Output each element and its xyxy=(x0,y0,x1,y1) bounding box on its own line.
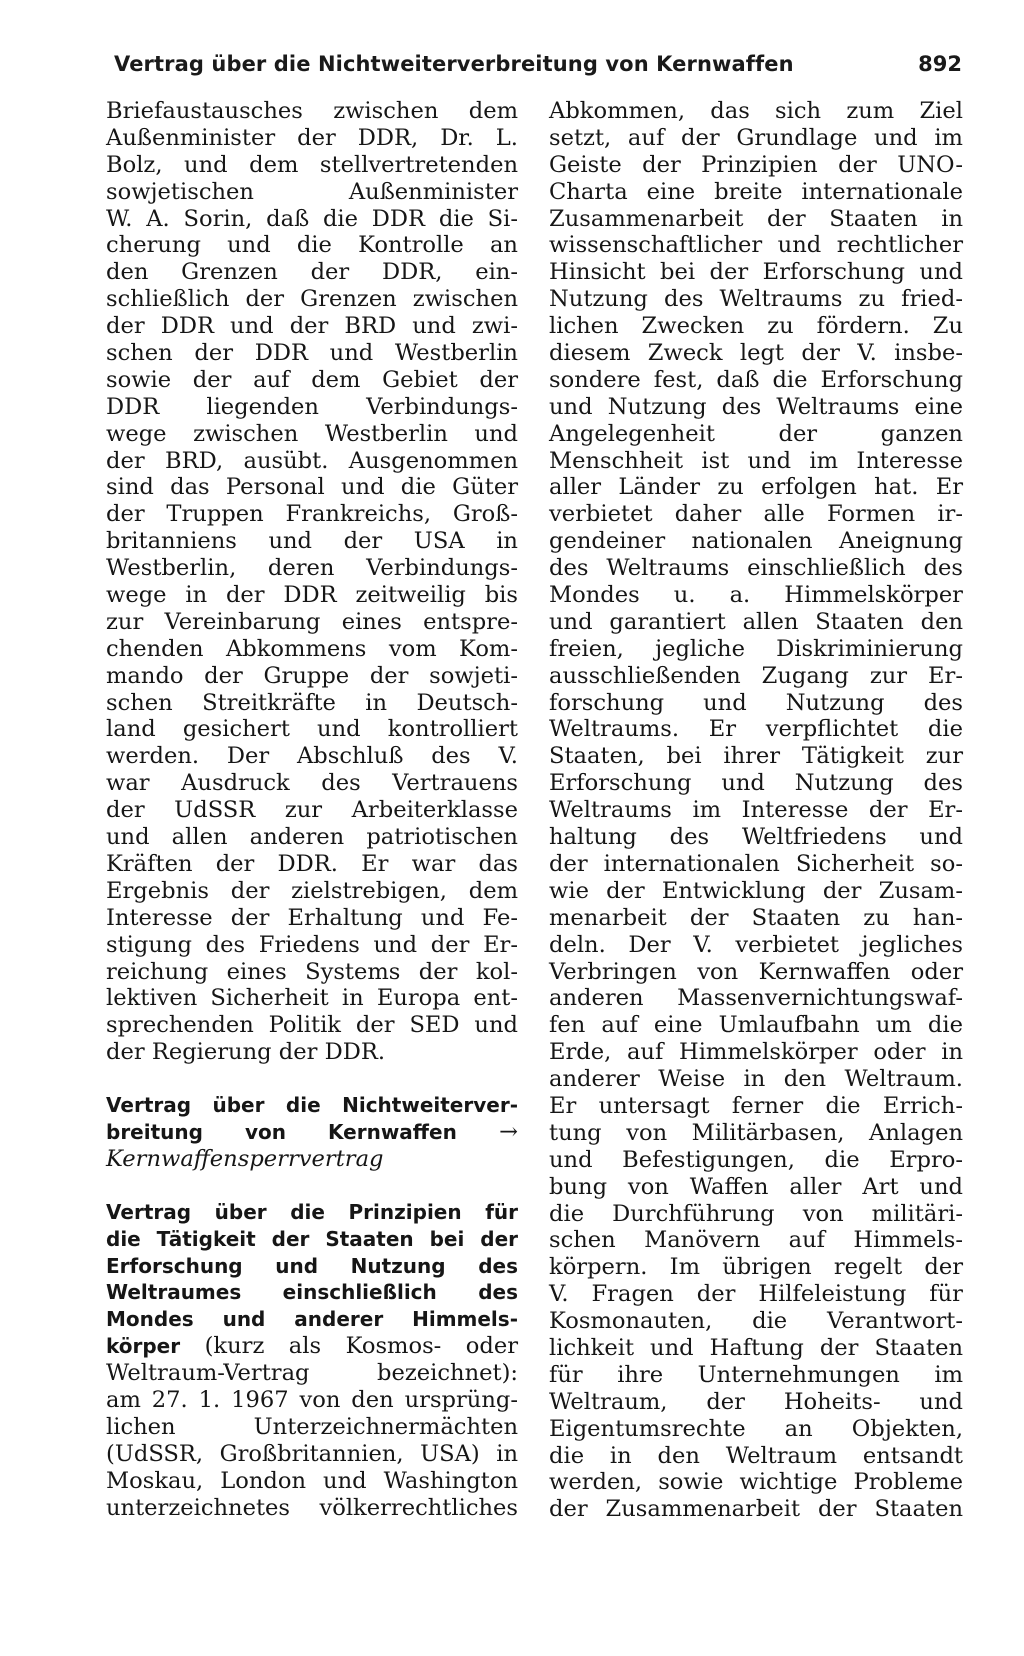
text-line: schen der DDR und Westberlin xyxy=(106,340,518,367)
text-line: schen Streitkräfte in Deutsch- xyxy=(106,689,518,716)
text-line: des Weltraums einschließlich des xyxy=(549,555,963,582)
text-line: Geiste der Prinzipien der UNO- xyxy=(549,151,963,178)
entry-heading-line: Mondes und anderer Himmels- xyxy=(106,1307,518,1332)
text-line: der internationalen Sicherheit so- xyxy=(549,850,963,877)
text-line: Weltraum-Vertrag bezeichnet): xyxy=(106,1360,518,1387)
text-line: Verbringen von Kernwaffen oder xyxy=(549,958,963,985)
page-number: 892 xyxy=(918,52,962,76)
text-line: verbietet daher alle Formen ir- xyxy=(549,501,963,528)
reference-arrow-icon: → xyxy=(499,1118,518,1145)
text-line: unterzeichnetes völkerrechtliches xyxy=(106,1494,518,1521)
text-line: schen Manövern auf Himmels- xyxy=(549,1227,963,1254)
text-line: ausschließenden Zugang zur Er- xyxy=(549,662,963,689)
text-line: Briefaustausches zwischen dem xyxy=(106,98,518,124)
entry-heading-line: Vertrag über die Prinzipien für xyxy=(106,1199,518,1224)
text-line: tung von Militärbasen, Anlagen xyxy=(549,1119,963,1146)
text-line: Menschheit ist und im Interesse xyxy=(549,447,963,474)
text-line: V. Fragen der Hilfeleistung für xyxy=(549,1281,963,1308)
running-header-title: Vertrag über die Nichtweiterverbreitung von Kernwaffen xyxy=(114,52,794,76)
text-line: anderer Weise in den Weltraum. xyxy=(549,1066,963,1093)
text-line: Interesse der Erhaltung und Fe- xyxy=(106,904,518,931)
text-line: anderen Massenvernichtungswaf- xyxy=(549,985,963,1012)
text-line: Mondes u. a. Himmelskörper xyxy=(549,582,963,609)
text-line: bung von Waffen aller Art und xyxy=(549,1173,963,1200)
entry-heading-line: Weltraumes einschließlich des xyxy=(106,1280,518,1305)
text-line: Ergebnis der zielstrebigen, dem xyxy=(106,877,518,904)
text-line: Charta eine breite internationale xyxy=(549,178,963,205)
text-line: land gesichert und kontrolliert xyxy=(106,716,518,743)
text-line: cherung und die Kontrolle an xyxy=(106,232,518,259)
text-line: und allen anderen patriotischen xyxy=(106,824,518,851)
text-line: deln. Der V. verbietet jegliches xyxy=(549,931,963,958)
text-line: und Befestigungen, die Erpro- xyxy=(549,1146,963,1173)
text-line: zur Vereinbarung eines entspre- xyxy=(106,608,518,635)
cross-reference-entry xyxy=(106,1092,518,1173)
text-line: Zusammenarbeit der Staaten in xyxy=(549,205,963,232)
text-line: schließlich der Grenzen zwischen xyxy=(106,286,518,313)
text-line: lichen Unterzeichnermächten xyxy=(106,1413,518,1440)
text-line: wege zwischen Westberlin und xyxy=(106,420,518,447)
entry-heading-line: Vertrag über die Nichtweiterver- xyxy=(106,1093,518,1118)
text-line: chenden Abkommens vom Kom- xyxy=(106,635,518,662)
text-line: Westberlin, deren Verbindungs- xyxy=(106,555,518,582)
entry-heading-line xyxy=(106,1119,518,1146)
entry-heading-line: Erforschung und Nutzung des xyxy=(106,1253,518,1278)
entry-heading-tail: körper xyxy=(106,1334,181,1359)
text-line: lichkeit und Haftung der Staaten xyxy=(549,1334,963,1361)
text-line: wissenschaftlicher und rechtlicher xyxy=(549,232,963,259)
text-line: die Durchführung von militäri- xyxy=(549,1200,963,1227)
text-line: für ihre Unternehmungen im xyxy=(549,1361,963,1388)
text-line: und garantiert allen Staaten den xyxy=(549,608,963,635)
text-line: Kräften der DDR. Er war das xyxy=(106,850,518,877)
text-line: die in den Weltraum entsandt xyxy=(549,1442,963,1469)
text-line: Weltraums. Er verpflichtet die xyxy=(549,716,963,743)
text-line: aller Länder zu erfolgen hat. Er xyxy=(549,474,963,501)
text-line: der DDR und der BRD und zwi- xyxy=(106,313,518,340)
text-line: und Nutzung des Weltraums eine xyxy=(549,393,963,420)
text-line: Erforschung und Nutzung des xyxy=(549,770,963,797)
text-fragment: (kurz als Kosmos- oder xyxy=(180,1333,518,1360)
text-line: stigung des Friedens und der Er- xyxy=(106,931,518,958)
text-line: der Truppen Frankreichs, Groß- xyxy=(106,501,518,528)
text-line: der BRD, ausübt. Ausgenommen xyxy=(106,447,518,474)
text-line: war Ausdruck des Vertrauens xyxy=(106,770,518,797)
text-line: Eigentumsrechte an Objekten, xyxy=(549,1415,963,1442)
text-line: sowie der auf dem Gebiet der xyxy=(106,366,518,393)
text-line: freien, jegliche Diskriminierung xyxy=(549,635,963,662)
entry-separator xyxy=(106,1066,518,1092)
text-line: der UdSSR zur Arbeiterklasse xyxy=(106,797,518,824)
text-line: Weltraums im Interesse der Er- xyxy=(549,797,963,824)
entry-separator xyxy=(106,1173,518,1199)
text-line: Erde, auf Himmelskörper oder in xyxy=(549,1039,963,1066)
text-line: setzt, auf der Grundlage und im xyxy=(549,124,963,151)
text-line: sowjetischen Außenminister xyxy=(106,178,518,205)
left-column xyxy=(106,98,518,1521)
text-line xyxy=(106,1333,518,1360)
text-line: der Zusammenarbeit der Staaten xyxy=(549,1496,963,1523)
text-line: Nutzung des Weltraums zu fried- xyxy=(549,286,963,313)
continued-entry-paragraph xyxy=(106,98,518,1066)
text-line: sprechenden Politik der SED und xyxy=(106,1012,518,1039)
text-line: DDR liegenden Verbindungs- xyxy=(106,393,518,420)
text-line: werden, sowie wichtige Probleme xyxy=(549,1469,963,1496)
text-line: Moskau, London und Washington xyxy=(106,1467,518,1494)
text-line: Abkommen, das sich zum Ziel xyxy=(549,98,963,124)
text-line: der Regierung der DDR. xyxy=(106,1039,386,1066)
text-line: diesem Zweck legt der V. insbe- xyxy=(549,340,963,367)
text-line: wege in der DDR zeitweilig bis xyxy=(106,582,518,609)
text-line: körpern. Im übrigen regelt der xyxy=(549,1254,963,1281)
text-line: Hinsicht bei der Erforschung und xyxy=(549,259,963,286)
text-line: haltung des Weltfriedens und xyxy=(549,824,963,851)
text-line: Bolz, und dem stellvertretenden xyxy=(106,151,518,178)
text-line: werden. Der Abschluß des V. xyxy=(106,743,518,770)
entry-heading-line: die Tätigkeit der Staaten bei der xyxy=(106,1226,518,1251)
text-line: sind das Personal und die Güter xyxy=(106,474,518,501)
text-line: Weltraum, der Hoheits- und xyxy=(549,1388,963,1415)
entry-heading-text: breitung von Kernwaffen xyxy=(106,1119,457,1144)
text-line: britanniens und der USA in xyxy=(106,528,518,555)
text-line: am 27. 1. 1967 von den ursprüng- xyxy=(106,1386,518,1413)
text-line: Kosmonauten, die Verantwort- xyxy=(549,1308,963,1335)
text-line: sondere fest, daß die Erforschung xyxy=(549,366,963,393)
text-line: Außenminister der DDR, Dr. L. xyxy=(106,124,518,151)
text-line: reichung eines Systems der kol- xyxy=(106,958,518,985)
text-line: menarbeit der Staaten zu han- xyxy=(549,904,963,931)
weltraum-vertrag-entry xyxy=(106,1199,518,1522)
text-line: (UdSSR, Großbritannien, USA) in xyxy=(106,1440,518,1467)
text-line: den Grenzen der DDR, ein- xyxy=(106,259,518,286)
text-line: wie der Entwicklung der Zusam- xyxy=(549,877,963,904)
text-line: fen auf eine Umlaufbahn um die xyxy=(549,1012,963,1039)
cross-reference-link[interactable]: Kernwaffensperrvertrag xyxy=(106,1145,384,1172)
text-line: mando der Gruppe der sowjeti- xyxy=(106,662,518,689)
text-line: W. A. Sorin, daß die DDR die Si- xyxy=(106,205,518,232)
text-line: Staaten, bei ihrer Tätigkeit zur xyxy=(549,743,963,770)
text-line: lichen Zwecken zu fördern. Zu xyxy=(549,313,963,340)
text-line: lektiven Sicherheit in Europa ent- xyxy=(106,985,518,1012)
text-line: gendeiner nationalen Aneignung xyxy=(549,528,963,555)
right-column xyxy=(549,98,963,1523)
text-line: Angelegenheit der ganzen xyxy=(549,420,963,447)
text-line: forschung und Nutzung des xyxy=(549,689,963,716)
running-header xyxy=(114,46,962,82)
text-line: Er untersagt ferner die Errich- xyxy=(549,1092,963,1119)
